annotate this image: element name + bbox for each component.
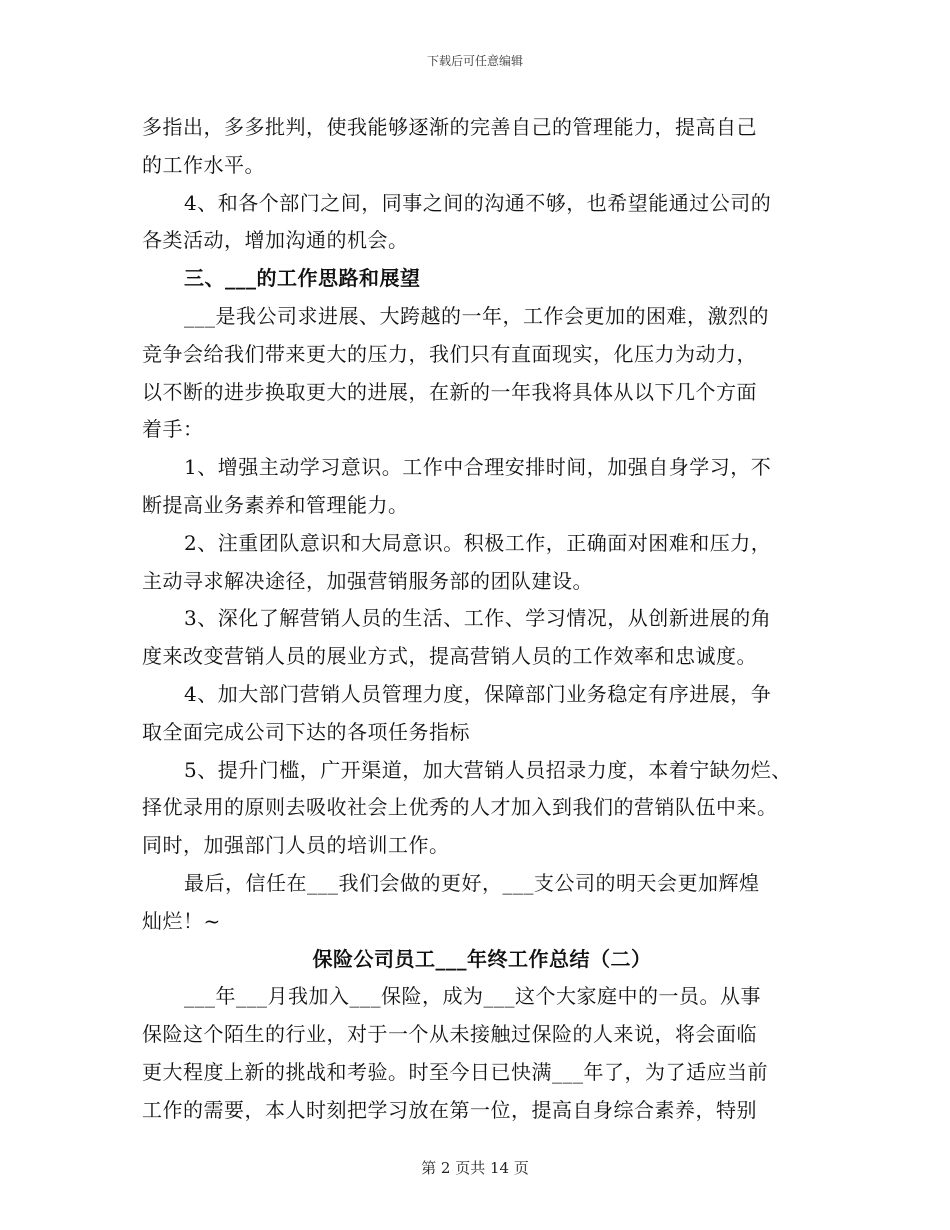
text-line: 主动寻求解决途径，加强营销服务部的团队建设。 — [142, 568, 593, 593]
text-line: 以不断的进步换取更大的进展，在新的一年我将具体从以下几个方面 — [142, 379, 757, 404]
text-line: 4、和各个部门之间，同事之间的沟通不够，也希望能通过公司的 — [184, 190, 772, 215]
text-line: 的工作水平。 — [142, 152, 265, 177]
page-footer: 第 2 页共 14 页 — [421, 1159, 529, 1177]
text-line: 1、增强主动学习意识。工作中合理安排时间，加强自身学习，不 — [184, 455, 772, 480]
text-line: 多指出，多多批判，使我能够逐渐的完善自己的管理能力，提高自己 — [142, 115, 757, 139]
text-line: 灿烂！~ — [142, 908, 221, 933]
section-heading: 三、___的工作思路和展望 — [184, 266, 421, 291]
text-line: 2、注重团队意识和大局意识。积极工作，正确面对困难和压力， — [184, 530, 772, 555]
text-line: 5、提升门槛，广开渠道，加大营销人员招录力度，本着宁缺勿烂、 — [184, 757, 792, 782]
text-line: 3、深化了解营销人员的生活、工作、学习情况，从创新进展的角 — [184, 606, 772, 631]
document-title: 保险公司员工___年终工作总结（二） — [312, 946, 652, 971]
text-line: 工作的需要，本人时刻把学习放在第一位，提高自身综合素养，特别 — [142, 1097, 757, 1122]
text-line: 断提高业务素养和管理能力。 — [142, 492, 409, 517]
text-line: 保险这个陌生的行业，对于一个从未接触过保险的人来说，将会面临 — [142, 1022, 757, 1047]
text-line: 最后，信任在___我们会做的更好，___支公司的明天会更加辉煌 — [184, 870, 760, 895]
page-header: 下载后可任意编辑 — [426, 54, 523, 68]
text-line: 各类活动，增加沟通的机会。 — [142, 228, 409, 253]
text-line: 度来改变营销人员的展业方式，提高营销人员的工作效率和忠诚度。 — [142, 644, 757, 669]
text-line: ___是我公司求进展、大跨越的一年，工作会更加的困难，激烈的 — [184, 303, 769, 328]
text-line: 择优录用的原则去吸收社会上优秀的人才加入到我们的营销队伍中来。 — [142, 795, 778, 820]
text-line: 着手： — [142, 417, 204, 442]
text-line: 更大程度上新的挑战和考验。时至今日已快满___年了，为了适应当前 — [142, 1059, 768, 1084]
text-line: 4、加大部门营销人员管理力度，保障部门业务稳定有序进展，争 — [184, 681, 772, 706]
text-line: 竞争会给我们带来更大的压力，我们只有直面现实，化压力为动力， — [142, 341, 757, 366]
text-line: 同时，加强部门人员的培训工作。 — [142, 833, 450, 858]
document-body — [142, 109, 822, 1130]
text-line: 取全面完成公司下达的各项任务指标 — [142, 719, 470, 744]
text-line: ___年___月我加入___保险，成为___这个大家庭中的一员。从事 — [184, 984, 761, 1009]
